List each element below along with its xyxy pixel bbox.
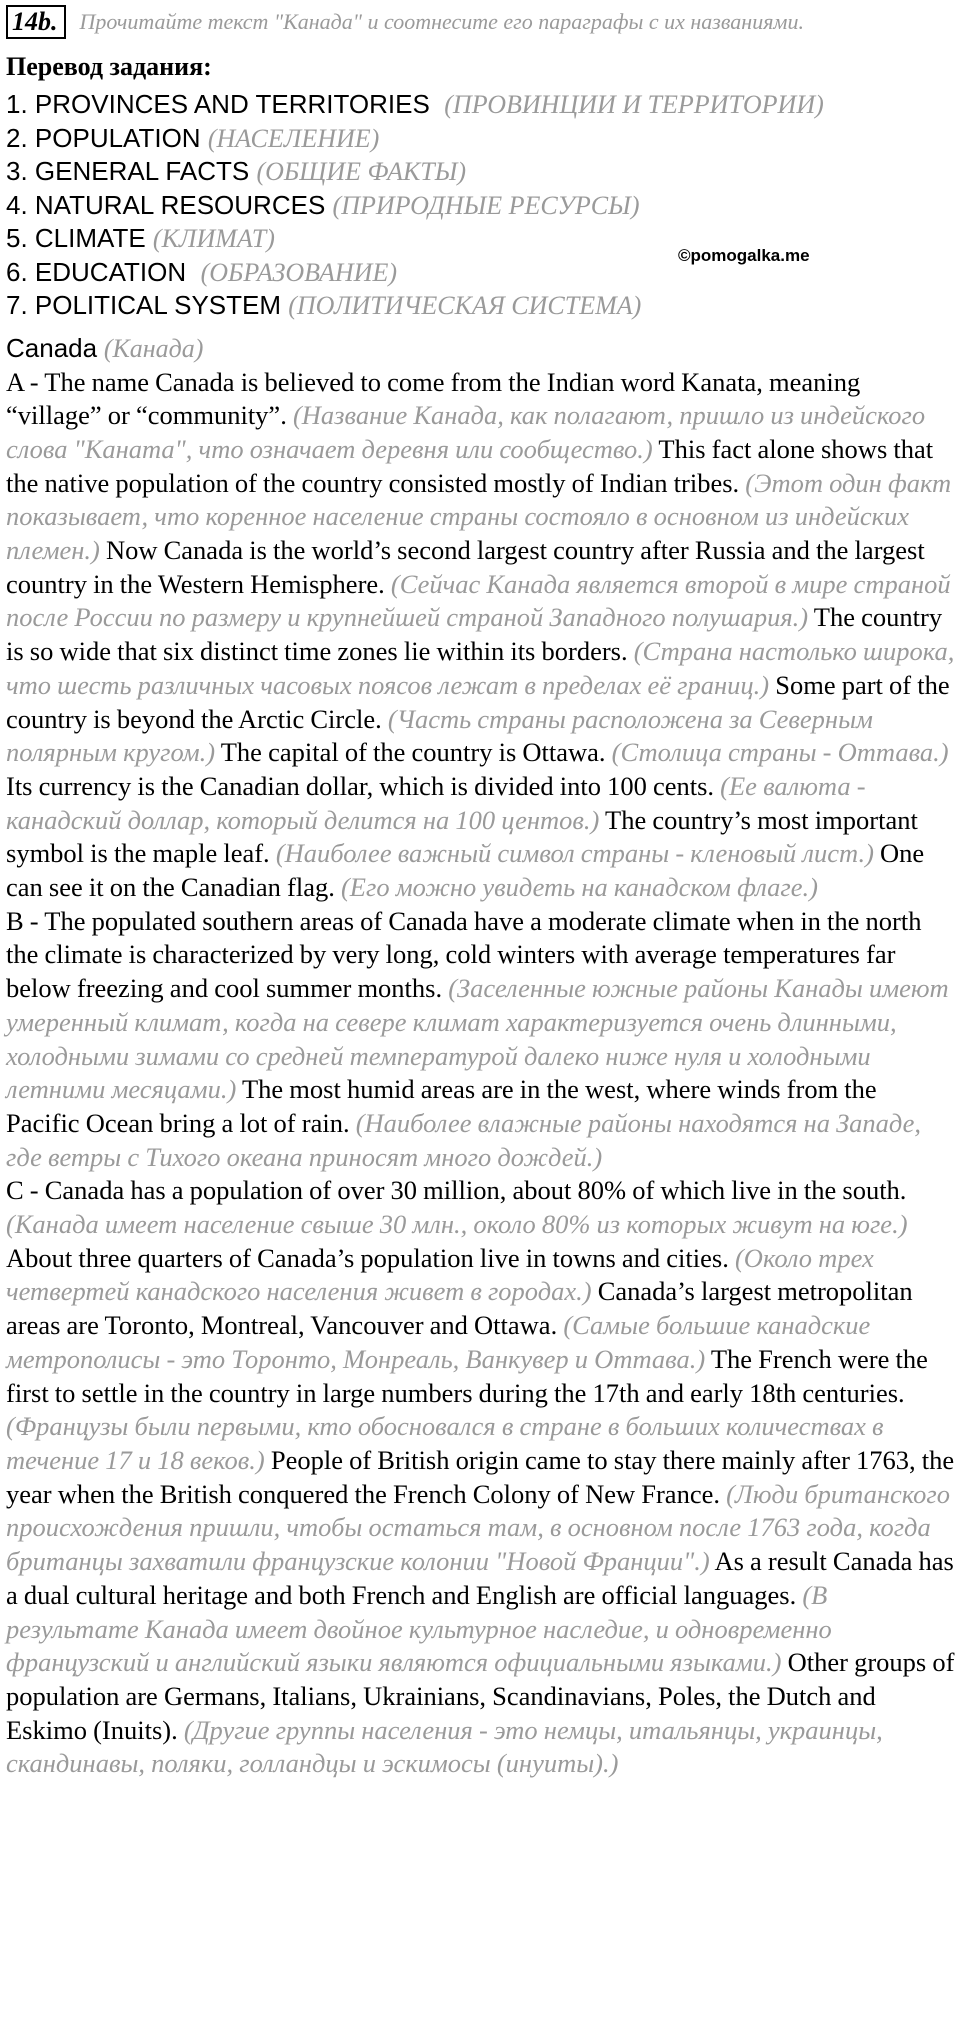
english-sentence: Other groups of population are Germans, Italians, Ukrainians, Scandinavians, Poles, the Dutch and Eskimo (Inuits). [6, 1647, 955, 1745]
russian-translation: (Название Канада, как полагают, пришло из индейского слова "Каната", что означает деревня или сообщество.) [6, 400, 926, 464]
exercise-number: 14b. [6, 5, 66, 39]
heading-en: 5. CLIMATE [6, 223, 146, 253]
heading-ru: (НАСЕЛЕНИЕ) [207, 123, 380, 153]
russian-translation: (Этот один факт показывает, что коренное население страны состояло в основном из индейских племен.) [6, 467, 952, 566]
heading-en: 1. PROVINCES AND TERRITORIES [6, 89, 430, 119]
heading-ru: (ОБЩИЕ ФАКТЫ) [256, 157, 467, 186]
heading-en: 2. POPULATION [6, 122, 201, 153]
russian-translation: (Около трех четвертей канадского населения живет в городах.) [6, 1242, 874, 1307]
heading-en: 3. GENERAL FACTS [6, 156, 250, 186]
russian-translation: (Наиболее влажные районы находятся на Западе, где ветры с Тихого океана приносят много дождей.) [6, 1107, 922, 1172]
heading-item [6, 88, 956, 122]
heading-item [6, 155, 956, 189]
english-sentence: One can see it on the Canadian flag. [6, 838, 925, 903]
heading-en: 4. NATURAL RESOURCES [6, 189, 326, 220]
english-sentence: Now Canada is the world’s second largest country after Russia and the largest country in the Western Hemisphere. [6, 535, 925, 599]
text-title-en: Canada [6, 332, 98, 363]
heading-en: 6. EDUCATION [6, 256, 187, 287]
task-instruction: Прочитайте текст "Канада" и соотнесите его параграфы с их названиями. [79, 9, 804, 34]
russian-translation: (Часть страны расположена за Северным полярным кругом.) [6, 703, 873, 768]
heading-en: 7. POLITICAL SYSTEM [6, 290, 282, 320]
english-sentence: The most humid areas are in the west, where winds from the Pacific Ocean bring a lot of rain. [6, 1074, 877, 1138]
english-sentence: As a result Canada has a dual cultural heritage and both French and English are official languages. [6, 1546, 954, 1610]
heading-item [6, 289, 956, 323]
heading-ru: (ПРОВИНЦИИ И ТЕРРИТОРИИ) [444, 90, 824, 119]
paragraphs-container [6, 366, 956, 1782]
english-sentence: About three quarters of Canada’s population live in towns and cities. [6, 1242, 729, 1273]
russian-translation: (В результате Канада имеет двойное культурное наследие, и одновременно французский и английский языки являются официальными языками.) [6, 1579, 832, 1678]
russian-translation: (Наиболее важный символ страны - кленовый лист.) [275, 838, 874, 869]
english-sentence: People of British origin came to stay there mainly after 1763, the year when the British conquered the French Colony of New France. [6, 1445, 955, 1509]
heading-ru: (ПОЛИТИЧЕСКАЯ СИСТЕМА) [288, 291, 642, 320]
russian-translation: (Сейчас Канада является второй в мире страной после России по размеру и крупнейшей страной Западного полушария.) [6, 568, 951, 633]
russian-translation: (Его можно увидеть на канадском флаге.) [340, 872, 818, 903]
english-sentence: Canada’s largest metropolitan areas are Toronto, Montreal, Vancouver and Ottawa. [6, 1276, 913, 1341]
document-page [0, 4, 960, 2031]
headings-list [6, 88, 956, 323]
english-sentence: B - The populated southern areas of Canada have a moderate climate when in the north the climate is characterized by very long, cold winters with average temperatures far below freezing and cool summer months. [6, 905, 922, 1004]
text-title-ru: (Канада) [103, 333, 204, 363]
english-sentence: The capital of the country is Ottawa. [220, 737, 606, 768]
english-sentence: Some part of the country is beyond the Arctic Circle. [6, 669, 950, 734]
russian-translation: (Заселенные южные районы Канады имеют умеренный климат, когда на севере климат характеризуется очень длинными, холодными зимами со средней температурой далеко ниже нуля и холодными летними месяцами.) [6, 973, 949, 1105]
russian-translation: (Французы были первыми, кто обосновался в стране в больших количествах в течение 17 и 18 веков.) [6, 1411, 884, 1475]
text-title [6, 331, 956, 366]
english-sentence: This fact alone shows that the native population of the country consisted mostly of Indian tribes. [6, 433, 934, 498]
reading-text [6, 331, 956, 1782]
english-sentence: A - The name Canada is believed to come from the Indian word Kanata, meaning “village” or “community”. [6, 366, 861, 431]
heading-item [6, 222, 956, 256]
heading-item [6, 189, 956, 223]
russian-translation: (Столица страны - Оттава.) [611, 737, 949, 768]
paragraph-a [6, 366, 956, 905]
heading-item [6, 122, 956, 156]
heading-ru: (КЛИМАТ) [152, 224, 275, 253]
russian-translation: (Люди британского происхождения пришли, чтобы остаться там, в основном после 1763 года, когда британцы захватили французские колонии "Новой Франции".) [6, 1478, 951, 1577]
site-watermark: ©pomogalka.me [678, 246, 810, 265]
heading-ru: (ОБРАЗОВАНИЕ) [200, 257, 397, 287]
heading-ru: (ПРИРОДНЫЕ РЕСУРСЫ) [332, 190, 640, 220]
russian-translation: (Канада имеет население свыше 30 млн., около 80% из которых живут на юге.) [6, 1209, 908, 1240]
english-sentence: C - Canada has a population of over 30 million, about 80% of which live in the south. [6, 1175, 907, 1206]
paragraph-c [6, 1174, 956, 1781]
exercise-header [6, 4, 956, 40]
english-sentence: The country is so wide that six distinct time zones lie within its borders. [6, 602, 943, 667]
english-sentence: The French were the first to settle in the country in large numbers during the 17th and early 18th centuries. [6, 1343, 928, 1408]
russian-translation: (Самые большие канадские метрополисы - это Торонто, Монреаль, Ванкувер и Оттава.) [6, 1310, 871, 1374]
russian-translation: (Другие группы населения - это немцы, итальянцы, украинцы, скандинавы, поляки, голландцы и эскимосы (инуиты).) [6, 1714, 883, 1779]
heading-item [6, 256, 956, 290]
paragraph-b [6, 905, 956, 1175]
english-sentence: Its currency is the Canadian dollar, which is divided into 100 cents. [6, 770, 715, 801]
translation-heading: Перевод задания: [6, 52, 212, 81]
russian-translation: (Ее валюта - канадский доллар, который делится на 100 центов.) [6, 770, 866, 835]
english-sentence: The country’s most important symbol is the maple leaf. [6, 804, 918, 869]
russian-translation: (Страна настолько широка, что шесть различных часовых поясов лежат в пределах её границ.) [6, 636, 955, 700]
